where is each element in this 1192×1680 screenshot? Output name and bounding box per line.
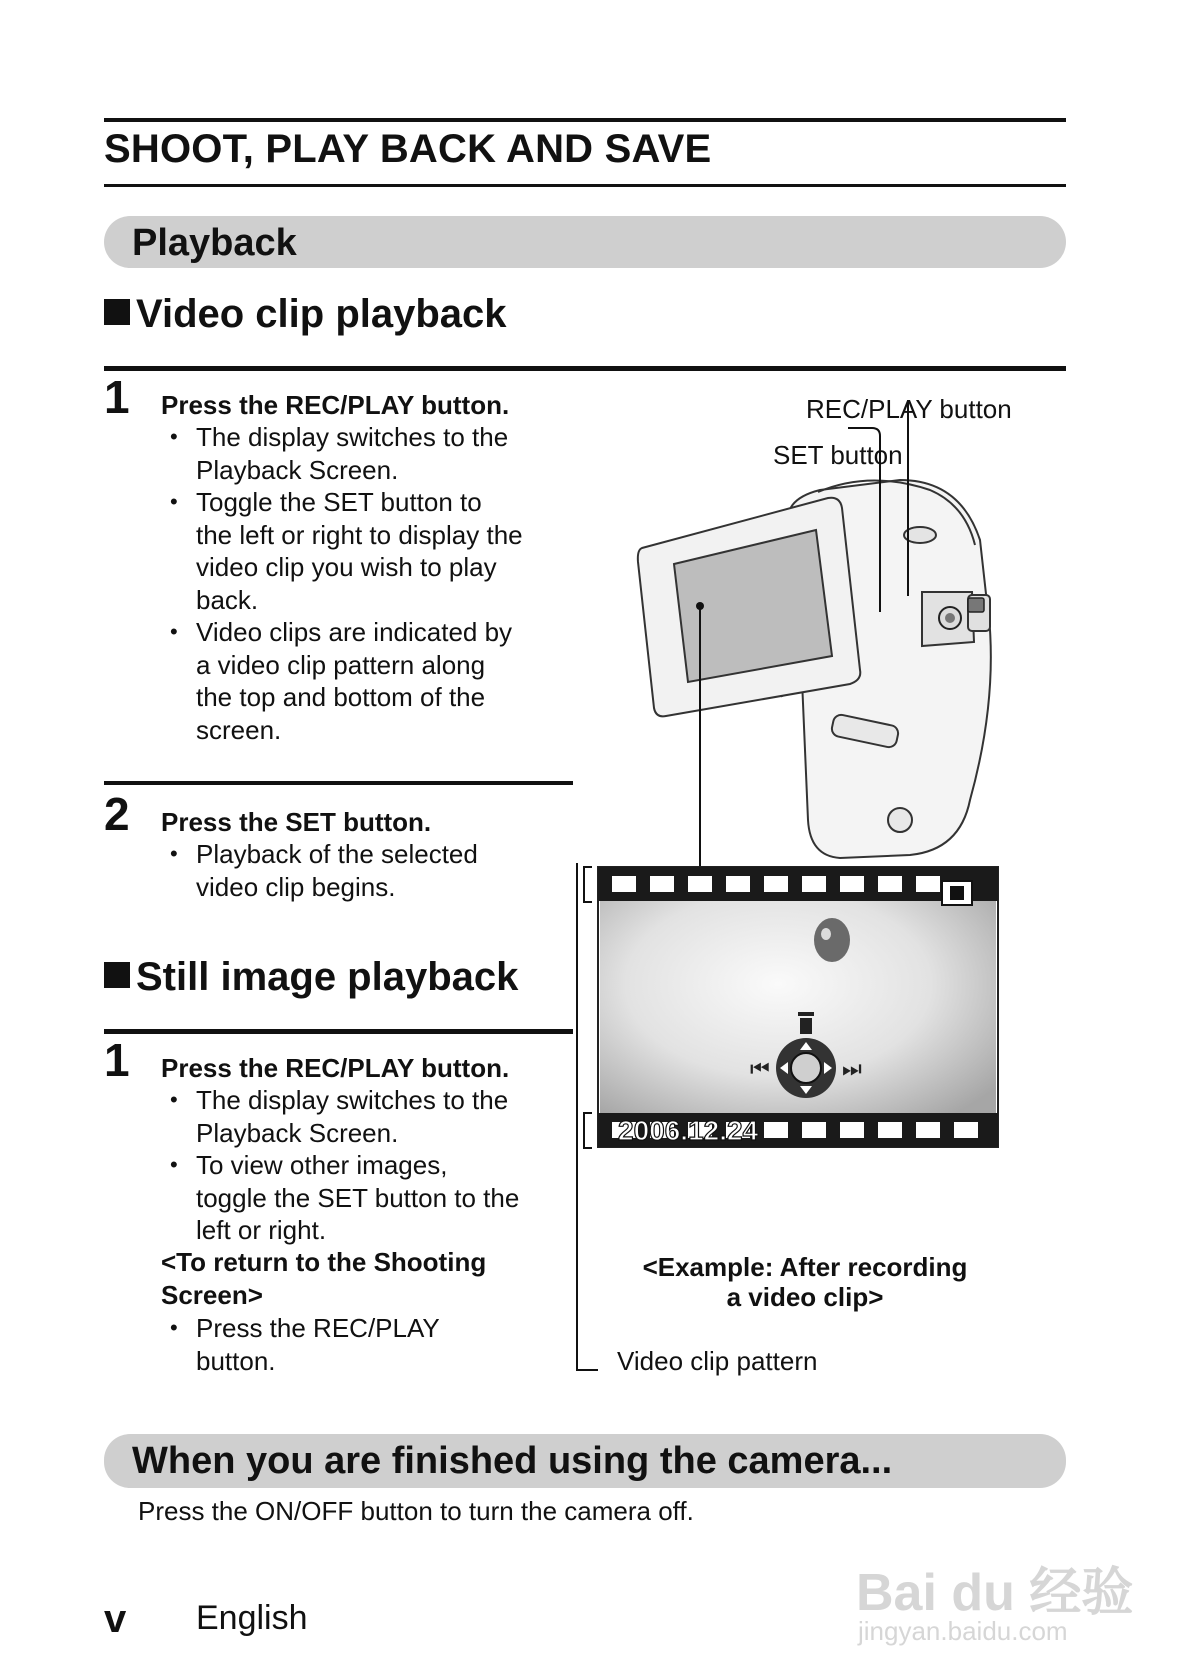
still-image-heading: Still image playback	[104, 955, 518, 1000]
skip-back-icon: ⏮	[750, 1057, 770, 1082]
list-item: • The display switches to the Playback Screen.	[162, 421, 582, 486]
watermark-url: jingyan.baidu.com	[858, 1616, 1068, 1646]
video-step1-bullets	[162, 421, 582, 746]
black-square-icon	[104, 299, 130, 325]
watermark-brand: Bai du 经验	[856, 1564, 1134, 1622]
black-square-icon	[104, 962, 130, 988]
playback-section-banner	[104, 216, 1066, 268]
video-step2-bullets	[162, 838, 582, 903]
list-item: • Press the REC/PLAY button.	[162, 1312, 582, 1377]
list-item: • The display switches to the Playback Screen.	[162, 1084, 582, 1149]
header-bottom-rule	[104, 184, 1066, 187]
set-navigation-icon	[776, 1038, 836, 1098]
finish-section-label: When you are finished using the camera...	[132, 1440, 893, 1482]
playback-section-label: Playback	[132, 222, 297, 264]
video-step1-title: Press the REC/PLAY button.	[161, 390, 510, 420]
pattern-bracket-bottom	[584, 1113, 592, 1148]
video-step2-title: Press the SET button.	[161, 807, 432, 837]
trash-icon	[798, 1012, 814, 1034]
still-step1-bullets	[162, 1084, 582, 1247]
video-step1-number: 1	[104, 371, 130, 423]
return-heading: <To return to the Shooting Screen>	[161, 1247, 487, 1310]
list-item: • Video clips are indicated by a video clip pattern along the top and bottom of the screen.	[162, 616, 582, 746]
camera-illustration	[570, 380, 1090, 1400]
page-title: SHOOT, PLAY BACK AND SAVE	[104, 127, 712, 171]
still-image-rule	[104, 1029, 573, 1034]
list-item: • Playback of the selected video clip begins.	[162, 838, 582, 903]
finish-section-text: Press the ON/OFF button to turn the camera off.	[138, 1496, 694, 1526]
video-clip-pattern-label: Video clip pattern	[617, 1346, 818, 1376]
header-top-rule	[104, 118, 1066, 122]
page-number: v	[104, 1597, 127, 1641]
finish-section-banner	[104, 1434, 1066, 1488]
lcd-panel	[638, 498, 860, 717]
bunny-eye	[814, 918, 850, 962]
footer-language: English	[196, 1599, 308, 1637]
still-step1-title: Press the REC/PLAY button.	[161, 1053, 510, 1083]
skip-forward-icon: ⏭	[842, 1057, 862, 1082]
screen-date: 2006.12.24	[618, 1115, 759, 1146]
video-step2-rule	[104, 781, 573, 785]
video-clip-rule	[104, 366, 1066, 371]
video-clip-heading: Video clip playback	[104, 292, 507, 337]
set-button-label: SET button	[773, 440, 903, 470]
pattern-leader-line	[577, 863, 598, 1370]
return-bullets	[162, 1312, 582, 1377]
rec-play-button-icon	[968, 598, 984, 612]
video-step2-number: 2	[104, 788, 130, 840]
list-item: • To view other images, toggle the SET button to the left or right.	[162, 1149, 582, 1247]
rec-play-button-label: REC/PLAY button	[806, 394, 1012, 424]
still-step1-number: 1	[104, 1034, 130, 1086]
example-caption: <Example: After recording a video clip>	[642, 1252, 968, 1312]
list-item: • Toggle the SET button to the left or right to display the video clip you wish to play back.	[162, 486, 582, 616]
pattern-bracket-top	[584, 867, 592, 902]
